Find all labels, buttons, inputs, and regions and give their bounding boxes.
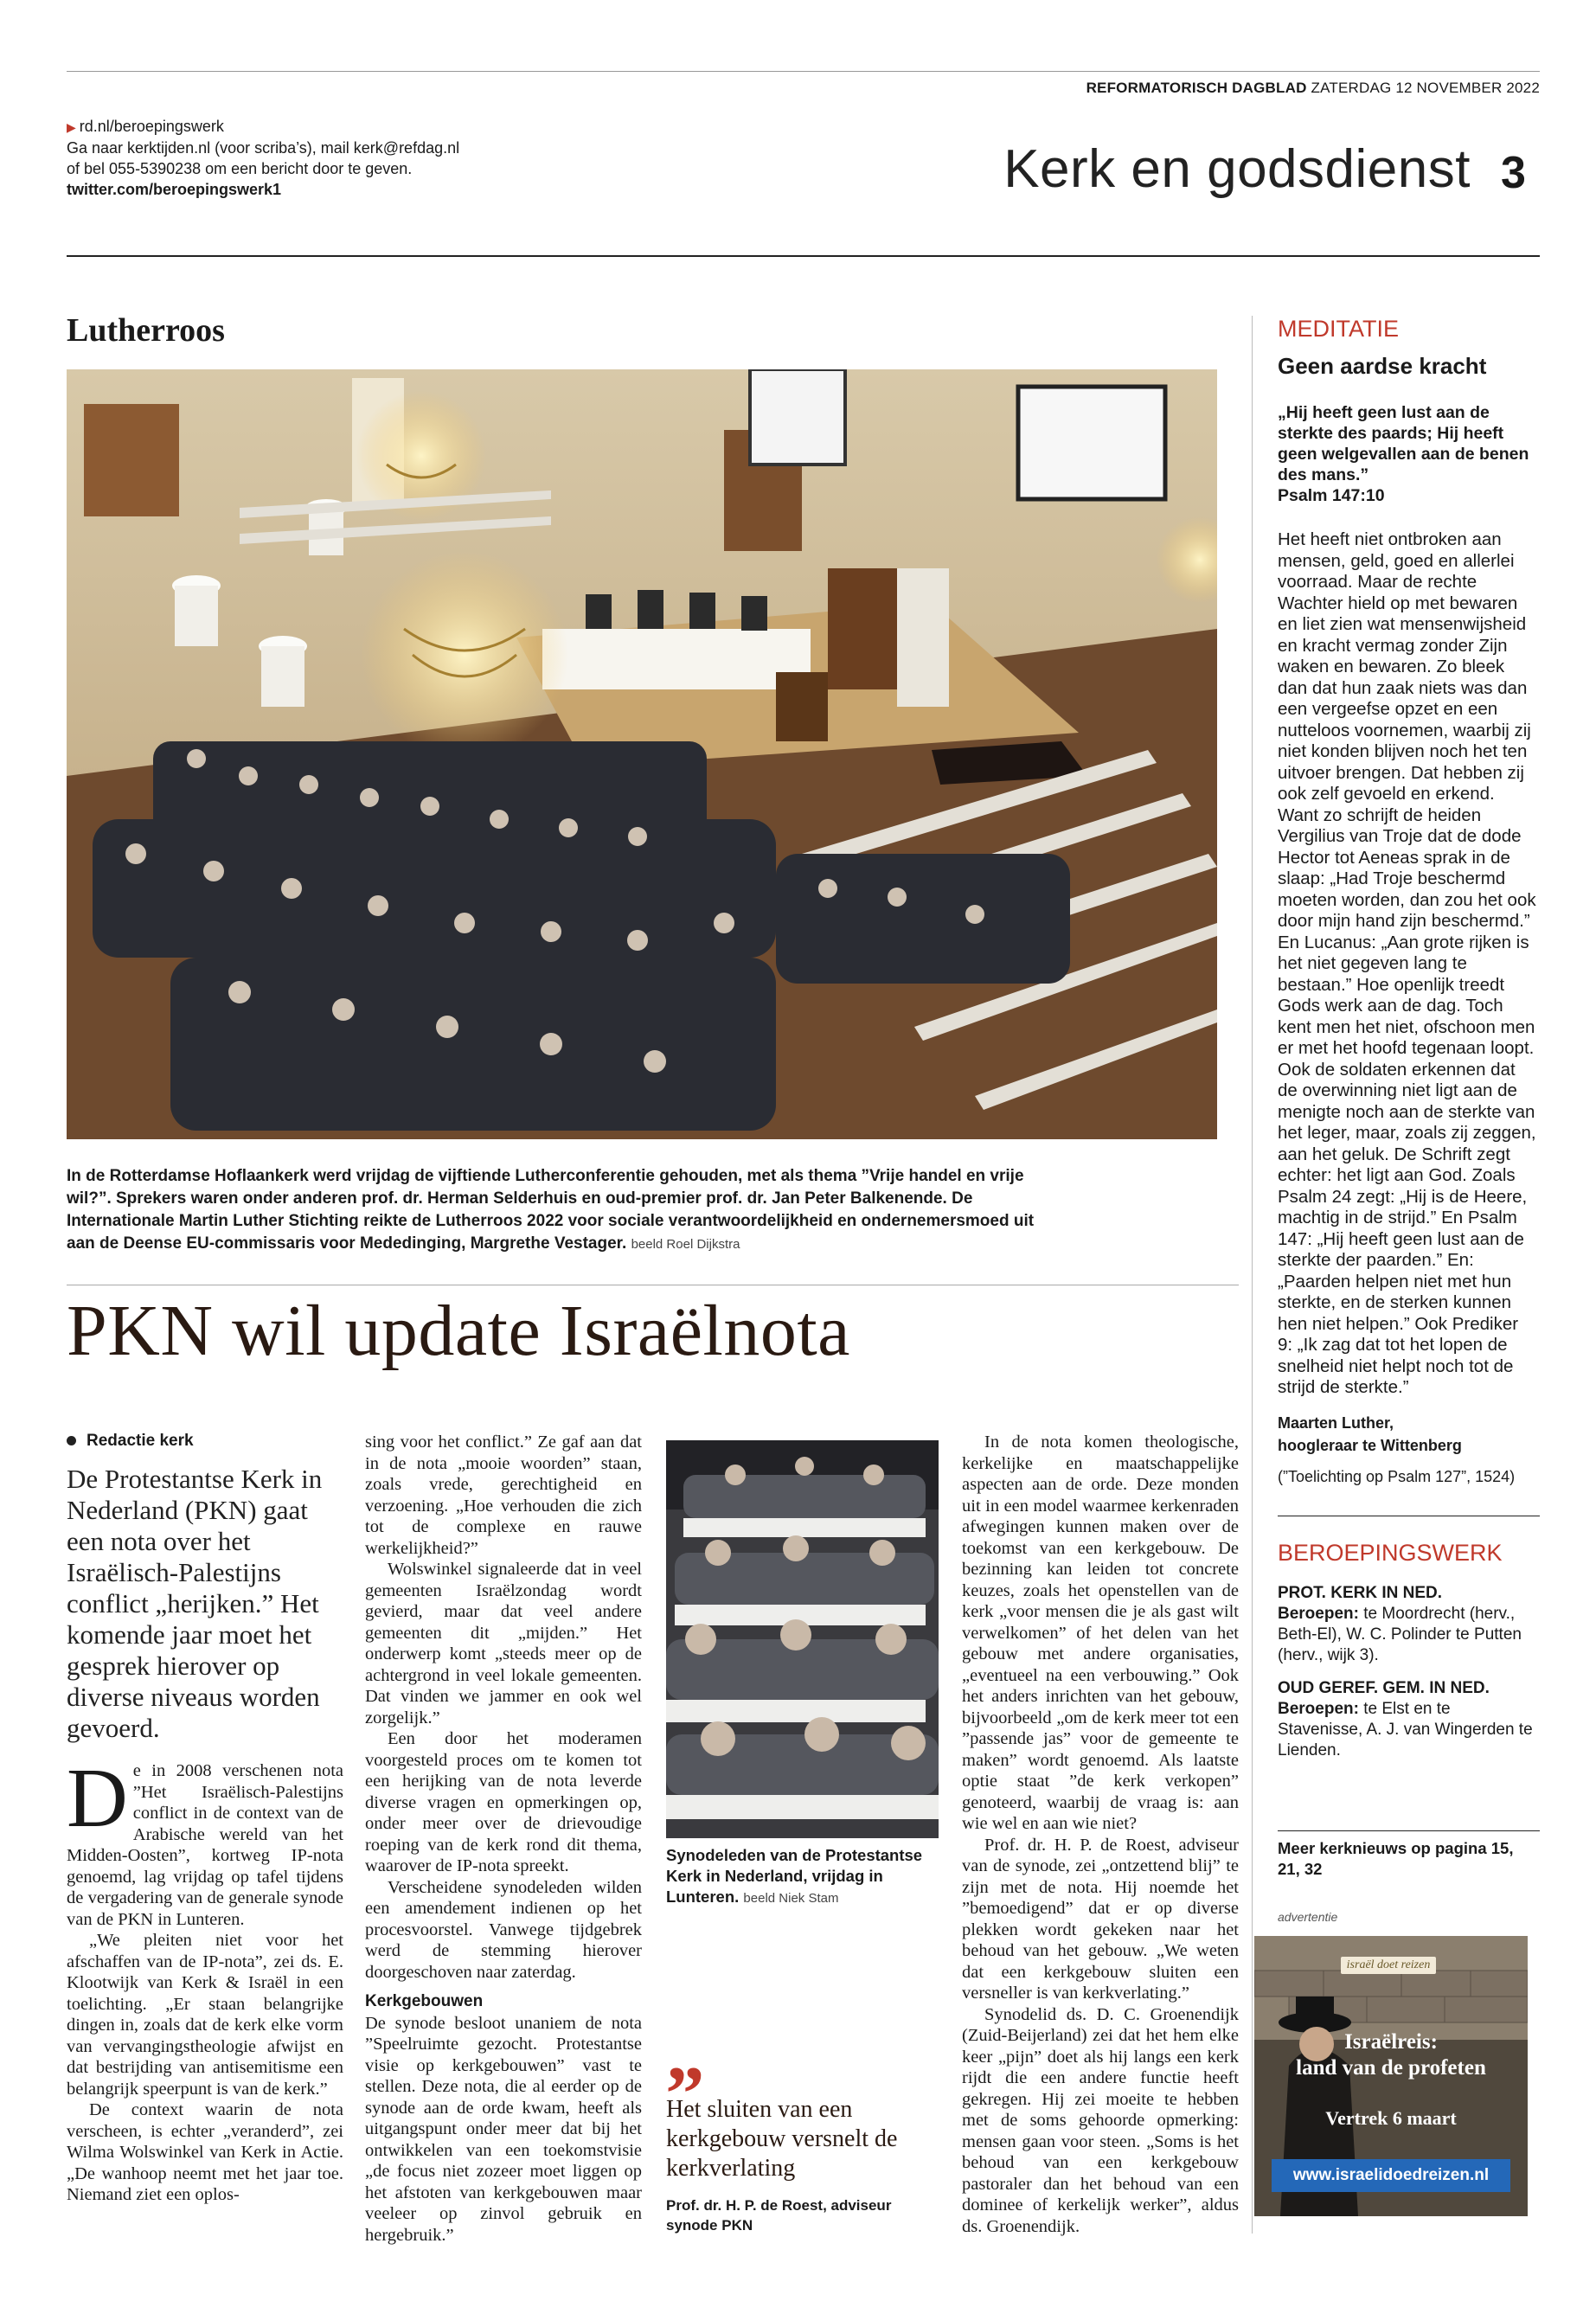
promo-line-2: of bel 055-5390238 om een bericht door te geven. bbox=[67, 160, 413, 177]
beroepingswerk-label: BEROEPINGSWERK bbox=[1278, 1540, 1503, 1566]
photo-caption bbox=[67, 1165, 1035, 1256]
issue-date: ZATERDAG 12 NOVEMBER 2022 bbox=[1311, 80, 1540, 96]
bullet-icon bbox=[67, 1436, 76, 1445]
photo-credit: beeld Niek Stam bbox=[743, 1891, 839, 1906]
ad-url-button[interactable]: www.israelidoedreizen.nl bbox=[1272, 2159, 1510, 2192]
subhead: Kerkgebouwen bbox=[365, 1992, 484, 2010]
paragraph: Wolswinkel signaleerde dat in veel gemeenten Israëlzondag wordt gevierd, maar dat veel andere gemeenten dit „mijden.” Het onderwerp komt „steeds meer op de achtergrond in veel lokale gemeenten. Dat vinden we jammer en ook wel zorgelijk.” bbox=[365, 1560, 642, 1727]
masthead bbox=[952, 80, 1540, 97]
meditatie-title: Geen aardse kracht bbox=[1278, 353, 1487, 379]
ad-departure-date: Vertrek 6 maart bbox=[1325, 2107, 1457, 2129]
beroepingswerk-list bbox=[1278, 1583, 1537, 1773]
author-name: Maarten Luther, bbox=[1278, 1414, 1394, 1432]
top-rule bbox=[67, 71, 1540, 72]
promo-block bbox=[67, 116, 516, 200]
paper-name: REFORMATORISCH DAGBLAD bbox=[1086, 80, 1307, 96]
sidebar-divider bbox=[1278, 1830, 1540, 1831]
author-role: hoogleraar te Wittenberg bbox=[1278, 1437, 1462, 1454]
ad-headline-line-1: Israëlreis: bbox=[1344, 2030, 1438, 2054]
quote-mark-icon: „ bbox=[666, 2011, 705, 2097]
section-title: Kerk en godsdienst bbox=[1003, 139, 1471, 199]
synod-photo-caption bbox=[666, 1845, 943, 1909]
pull-quote-attribution: Prof. dr. H. P. de Roest, adviseur synode PKN bbox=[666, 2197, 892, 2234]
paragraph: In de nota komen theologische, kerkelijke en maatschappelijke aspecten aan de orde. Deze monden uit in een model waarmee kerkenraden afwegingen kunnen maken over de toekomst van een kerkgebouw. De bezinning kan leiden tot concrete keuzes, zoals het openstellen van de kerk „voor mensen die je als gast wilt verwelkomen” of het delen van het gebouw met andere organisaties, „eventueel na een verbouwing.” Ook het anders inrichten van het gebouw, bijvoorbeeld „om de kerk meer tot een ”passende jas” voor de gemeente te maken” wordt genoemd. Als laatste optie staat ”de kerk verkopen” genoteerd, waarbij de vraag is: aan wie wel en aan wie niet? bbox=[962, 1433, 1239, 1833]
page-number: 3 bbox=[1501, 148, 1526, 198]
paragraph: e in 2008 verschenen nota ”Het Israëlisch-Palestijns conflict in de context van de Arabische wereld van het Midden-Oosten”, kortweg IP-nota genoemd, lag vrijdag op tafel tijdens de vergadering van de generale synode van de PKN in Lunteren. bbox=[67, 1761, 343, 1929]
church-name: PROT. KERK IN NED. bbox=[1278, 1584, 1443, 1602]
promo-line-1: Ga naar kerktijden.nl (voor scriba’s), mail kerk@refdag.nl bbox=[67, 139, 460, 157]
ad-label: advertentie bbox=[1278, 1910, 1338, 1924]
ad-logo: israël doet reizen bbox=[1341, 1957, 1436, 1974]
synod-photo bbox=[666, 1440, 939, 1838]
more-news-link[interactable]: Meer kerknieuws op pagina 15, 21, 32 bbox=[1278, 1839, 1514, 1878]
ad-headline bbox=[1254, 2029, 1528, 2081]
paragraph: Prof. dr. H. P. de Roest, adviseur van de synode, zei „ontzettend blij” te zijn met de nota. Hij noemde het ”bemoedigend” dat er op diverse plekken wordt gekeken naar het behoud van het gebouw. „We weten dat een kerkgebouw sluiten een versneller is van kerkverlating.” bbox=[962, 1835, 1239, 2003]
entry-text: te Elst en te Stavenisse, A. J. van Wingerden te Lienden. bbox=[1278, 1700, 1533, 1759]
verse-text: „Hij heeft geen lust aan de sterkte des paards; Hij heeft geen welgevallen aan de benen des mans.” bbox=[1278, 403, 1529, 484]
photo-kicker: Lutherroos bbox=[67, 312, 225, 349]
meditatie-author bbox=[1278, 1412, 1537, 1457]
paragraph: „We pleiten niet voor het afschaffen van de IP-nota”, zei ds. E. Klootwijk van Kerk & Israël in een toelichting. „Er staan belangrijke dingen in, zoals dat de kerk elke vorm van vervangingstheologie afwijst en dat bestrijding van antisemitisme een belangrijk speerpunt is van de kerk.” bbox=[67, 1931, 343, 2099]
paragraph: De synode besloot unaniem de nota ”Speelruimte gezocht. Protestantse visie op kerkgebouwen” vast te stellen. Deze nota, die al eerder op de synode aan de orde kwam, heeft als uitgangspunt onder meer dat bij het ontwikkelen van een toekomstvisie „de focus niet zozeer moet liggen op het afstoten van kerkgebouwen maar veeleer op zinvol gebruik en hergebruik.” bbox=[365, 2013, 642, 2245]
paragraph: Een door het moderamen voorgesteld proces om te komen tot een herijking van de nota leverde diverse vragen en opmerkingen op, onder meer over de drievoudige roeping van de kerk rond dit thema, waarover de IP-nota spreekt. bbox=[365, 1729, 642, 1875]
entry-type: Beroepen: bbox=[1278, 1700, 1359, 1718]
verse-reference: Psalm 147:10 bbox=[1278, 486, 1385, 505]
paragraph: De context waarin de nota verscheen, is echter „veranderd”, zei Wilma Wolswinkel van Kerk in Actie. „De wanhoop neemt met het jaar toe. Niemand ziet een oplos- bbox=[67, 2100, 343, 2204]
header-rule bbox=[67, 255, 1540, 257]
article-column-1 bbox=[67, 1752, 343, 2206]
church-name: OUD GEREF. GEM. IN NED. bbox=[1278, 1679, 1490, 1697]
byline bbox=[67, 1432, 194, 1451]
byline-text: Redactie kerk bbox=[87, 1432, 194, 1450]
entry-type: Beroepen: bbox=[1278, 1605, 1359, 1623]
sidebar-rule bbox=[1252, 316, 1253, 2234]
pull-quote: Het sluiten van een kerkgebouw versnelt de kerkverlating bbox=[666, 2096, 898, 2182]
photo-credit: beeld Roel Dijkstra bbox=[631, 1237, 740, 1252]
article-headline: PKN wil update Israëlnota bbox=[67, 1291, 850, 1371]
church-conference-photo bbox=[67, 369, 1217, 1139]
advertisement[interactable] bbox=[1254, 1936, 1528, 2216]
caption-text: In de Rotterdamse Hoflaankerk werd vrijdag de vijftiende Lutherconferentie gehouden, met als thema ”Vrije handel en vrije wil?”. Sprekers waren onder anderen prof. dr. Herman Selderhuis en oud-premier prof. dr. Jan Peter Balkenende. De Internationale Martin Luther Stichting reikte de Lutherroos 2022 voor sociale verantwoordelijkheid en ondernemersmoed uit aan de Deense EU-commissaris voor Mededinging, Margrethe Vestager. bbox=[67, 1167, 1035, 1253]
drop-cap: D bbox=[67, 1752, 128, 1845]
meditatie-source: (”Toelichting op Psalm 127”, 1524) bbox=[1278, 1468, 1516, 1485]
entry-text: te Moordrecht (herv., Beth-El), W. C. Polinder te Putten (herv., wijk 3). bbox=[1278, 1605, 1522, 1664]
meditatie-label: MEDITATIE bbox=[1278, 316, 1399, 342]
list-item bbox=[1278, 1583, 1537, 1666]
paragraph: Verscheidene synodeleden wilden een amendement indienen op het procesvoorstel. Vanwege tijdgebrek werd de stemming hierover doorgeschoven naar zaterdag. bbox=[365, 1877, 642, 1982]
paragraph: sing voor het conflict.” Ze gaf aan dat in de nota „mooie woorden” staan, zoals vrede, gerechtigheid en verzoening. „Hoe verhouden die zich tot de complexe en rauwe werkelijkheid?” bbox=[365, 1433, 642, 1558]
promo-twitter[interactable]: twitter.com/beroepingswerk1 bbox=[67, 181, 282, 198]
list-item bbox=[1278, 1678, 1537, 1761]
paragraph: Synodelid ds. D. C. Groenendijk (Zuid-Beijerland) zei dat het hem elke keer „pijn” doet als hij langs een kerk rijdt die een andere functie heeft gekregen. Hij zei moeite te hebben met de soms gehoorde opmerking: mensen gaan voor steen. „Soms is het behoud van een kerkgebouw pastoraler dan het behoud van een domineе of kerkelijk werker”, aldus ds. Groenendijk. bbox=[962, 2004, 1239, 2236]
article-column-4 bbox=[962, 1432, 1239, 2237]
meditatie-body: Het heeft niet ontbroken aan mensen, geld, goed en allerlei voorraad. Maar de rechte Wachter hield op met bewaren en liet zien wat mensenwijsheid en kracht vermag zonder Zijn waken en bewaren. Zo bleek dan dat hun zaak niets was dan een vergeefse opzet en een nutteloos voornemen, waarbij zij niet konden blijven noch het ten uitvoer brengen. Dat hebben zij ook zelf gevoeld en erkend. Want zo schrijft de heiden Vergilius van Troje dat de dode Hector tot Aeneas sprak in de slaap: „Had Troje beschermd moeten worden, dan zou het ook door mijn hand zijn beschermd.” En Lucanus: „Aan grote rijken is het niet gegeven lang te bestaan.” Hoe openlijk treedt Gods werk aan de dag. Toch kent men het niet, ofschoon men er met het hoofd tegenaan loopt. Ook de soldaten erkennen dat de overwinning niet ligt aan de menigte noch aan de sterkte van het leger, maar, zoals zij zeggen, aan het geluk. De Schrift zegt echter: het ligt aan God. Zoals Psalm 24 zegt: „Hij is de Heere, machtig in de strijd.” En Psalm 147: „Hij heeft geen lust aan de sterkte der paarden.” En: „Paarden helpen niet met hun sterkte, en de sterken kunnen hen niet helpen.” Ook Prediker 9: „Ik zag dat tot het lopen de snelheid niet helpt noch tot de strijd de sterkte.” bbox=[1278, 529, 1536, 1397]
caption-text: Synodeleden van de Protestantse Kerk in Nederland, vrijdag in Lunteren. bbox=[666, 1846, 923, 1906]
article-intro: De Protestantse Kerk in Nederland (PKN) gaat een nota over het Israëlisch-Palestijns conflict „herijken.” Het komende jaar moet het gesprek hierover op diverse niveaus worden gevoerd. bbox=[67, 1464, 323, 1743]
ad-headline-line-2: land van de profeten bbox=[1296, 2056, 1486, 2080]
meditatie-verse bbox=[1278, 402, 1537, 506]
article-column-2 bbox=[365, 1432, 642, 2246]
arrow-icon: ▶ bbox=[67, 120, 76, 134]
promo-link[interactable]: rd.nl/beroepingswerk bbox=[79, 118, 224, 135]
